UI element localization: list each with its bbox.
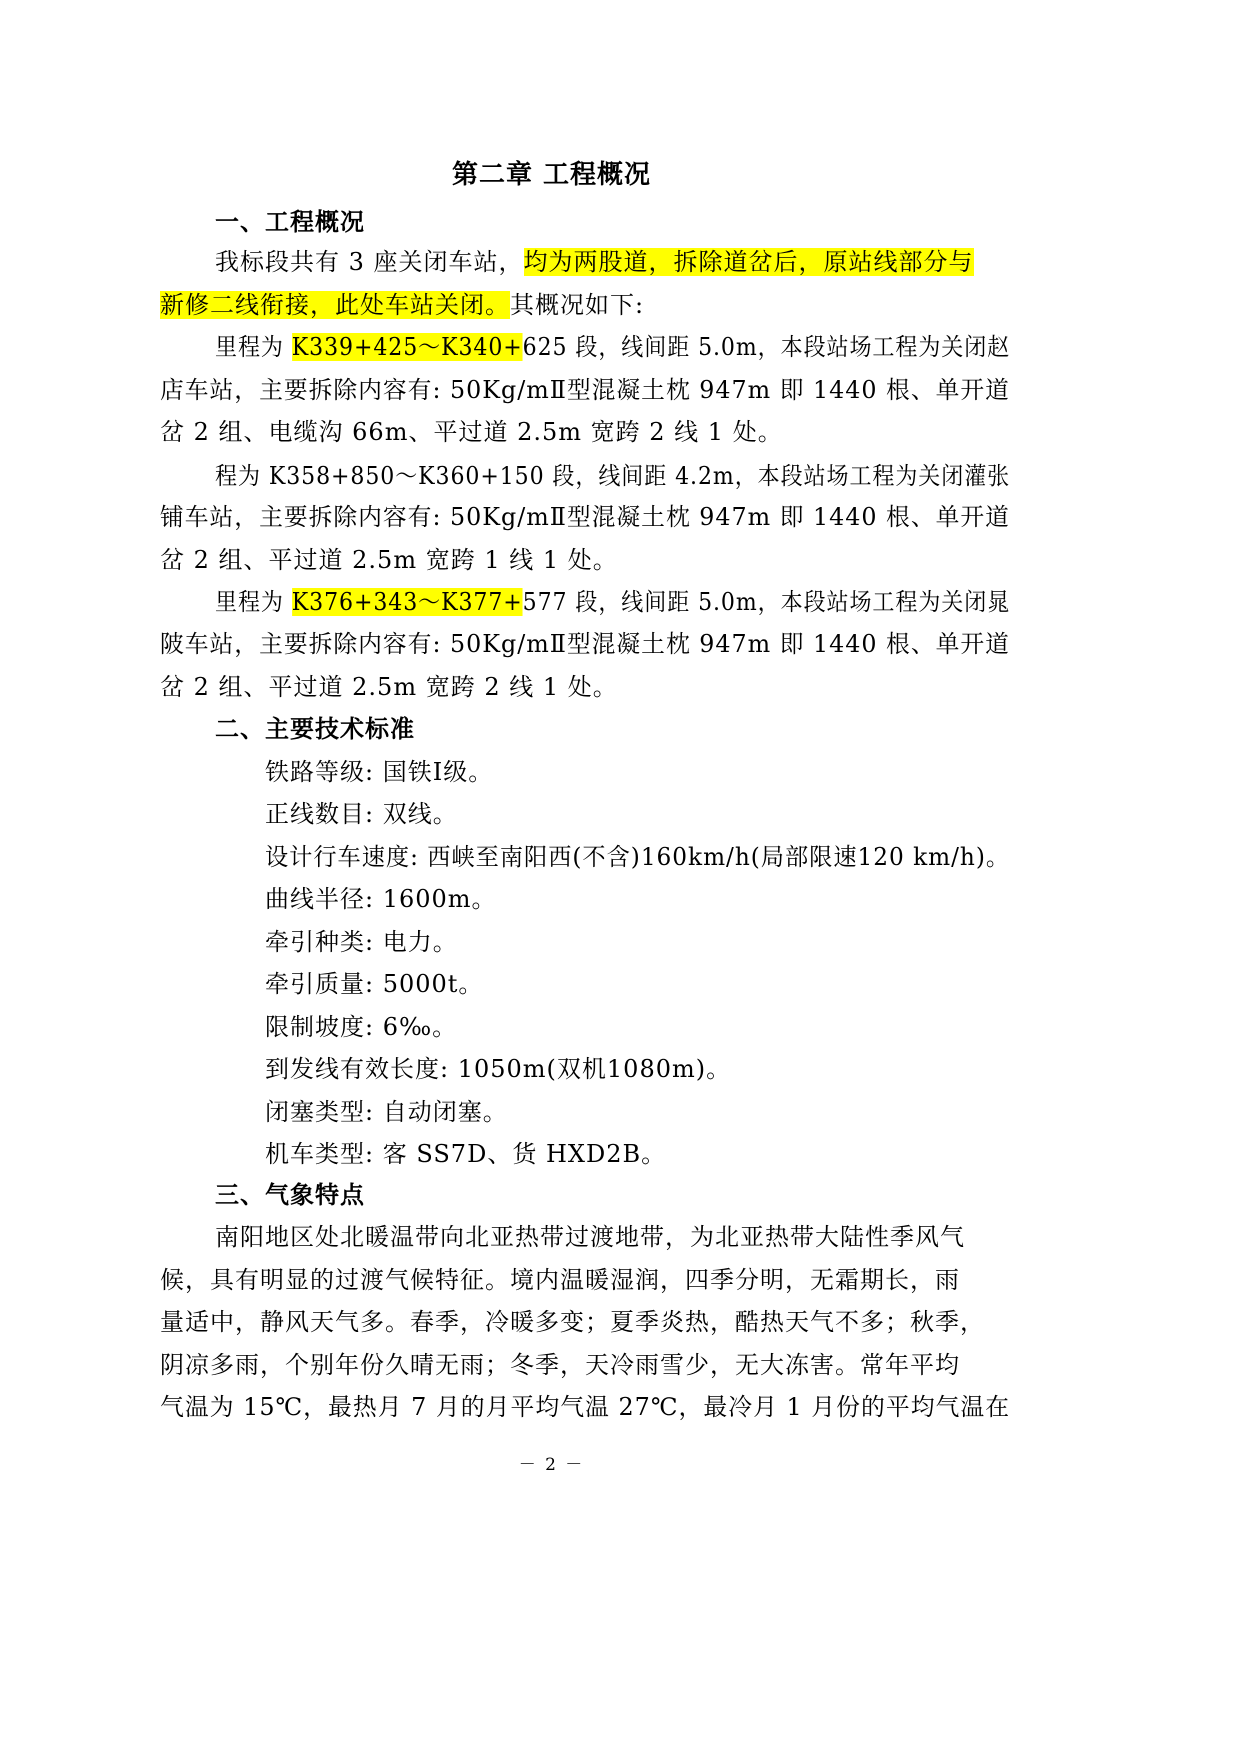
- standard-item: 到发线有效长度: 1050m(双机1080m)。: [265, 1055, 732, 1083]
- paragraph-station1-line2: 店车站，主要拆除内容有: 50Kg/mⅡ型混凝土枕 947m 即 1440 根、单开道: [160, 376, 1010, 404]
- station3-text: 里程为: [215, 588, 292, 616]
- climate-line: 候，具有明显的过渡气候特征。境内温暖湿润，四季分明，无霜期长，雨: [160, 1266, 960, 1294]
- paragraph-station2-line1: 程为 K358+850～K360+150 段，线间距 4.2m，本段站场工程为关闭灌张: [215, 462, 1011, 490]
- paragraph-station3-line1: [215, 585, 1010, 619]
- highlighted-text: 新修二线衔接，此处车站关闭。: [160, 291, 510, 319]
- chapter-title: 第二章 工程概况: [451, 160, 652, 190]
- paragraph-intro-line1: [215, 245, 974, 279]
- standard-item: 设计行车速度: 西峡至南阳西(不含)160km/h(局部限速120 km/h)。: [265, 843, 1011, 871]
- standard-item: 牵引种类: 电力。: [265, 928, 458, 956]
- climate-line: 阴凉多雨，个别年份久晴无雨；冬季，天冷雨雪少，无大冻害。常年平均: [160, 1351, 960, 1379]
- page-number: － 2 －: [518, 1455, 585, 1475]
- standard-item: 曲线半径: 1600m。: [265, 885, 497, 913]
- station1-text: 里程为: [215, 333, 292, 361]
- section-heading-overview: 一、工程概况: [215, 207, 365, 236]
- paragraph-intro-line2: [160, 288, 644, 322]
- highlighted-mileage: K339+425～K340+: [291, 333, 523, 361]
- station3-text: 577 段，线间距 5.0m，本段站场工程为关闭晁: [522, 588, 1011, 616]
- highlighted-text: 均为两股道，拆除道岔后，原站线部分与: [523, 248, 974, 276]
- standard-item: 限制坡度: 6‰。: [265, 1013, 458, 1041]
- intro-text: 其概况如下:: [510, 291, 645, 319]
- section-heading-standards: 二、主要技术标准: [215, 714, 415, 743]
- paragraph-station2-line2: 铺车站，主要拆除内容有: 50Kg/mⅡ型混凝土枕 947m 即 1440 根、单开道: [160, 503, 1010, 531]
- paragraph-station1-line1: [215, 330, 1010, 364]
- climate-line: 南阳地区处北暖温带向北亚热带过渡地带，为北亚热带大陆性季风气: [215, 1223, 965, 1251]
- standard-item: 机车类型: 客 SS7D、货 HXD2B。: [265, 1140, 667, 1168]
- paragraph-station1-line3: 岔 2 组、电缆沟 66m、平过道 2.5m 宽跨 2 线 1 处。: [160, 418, 783, 446]
- highlighted-mileage: K376+343～K377+: [291, 588, 523, 616]
- climate-line: 量适中，静风天气多。春季，冷暖多变；夏季炎热，酷热天气不多；秋季，: [160, 1308, 985, 1336]
- paragraph-station3-line2: 陂车站，主要拆除内容有: 50Kg/mⅡ型混凝土枕 947m 即 1440 根、单开道: [160, 630, 1010, 658]
- climate-line: 气温为 15℃，最热月 7 月的月平均气温 27℃，最冷月 1 月份的平均气温在: [160, 1393, 1011, 1421]
- standard-item: 牵引质量: 5000t。: [265, 970, 484, 998]
- section-heading-climate: 三、气象特点: [215, 1180, 365, 1209]
- station1-text: 625 段，线间距 5.0m，本段站场工程为关闭赵: [522, 333, 1011, 361]
- standard-item: 闭塞类型: 自动闭塞。: [265, 1098, 508, 1126]
- standard-item: 正线数目: 双线。: [265, 800, 458, 828]
- intro-text: 我标段共有 3 座关闭车站，: [215, 248, 524, 276]
- paragraph-station3-line3: 岔 2 组、平过道 2.5m 宽跨 2 线 1 处。: [160, 673, 618, 701]
- paragraph-station2-line3: 岔 2 组、平过道 2.5m 宽跨 1 线 1 处。: [160, 546, 618, 574]
- standard-item: 铁路等级: 国铁Ⅰ级。: [265, 758, 494, 786]
